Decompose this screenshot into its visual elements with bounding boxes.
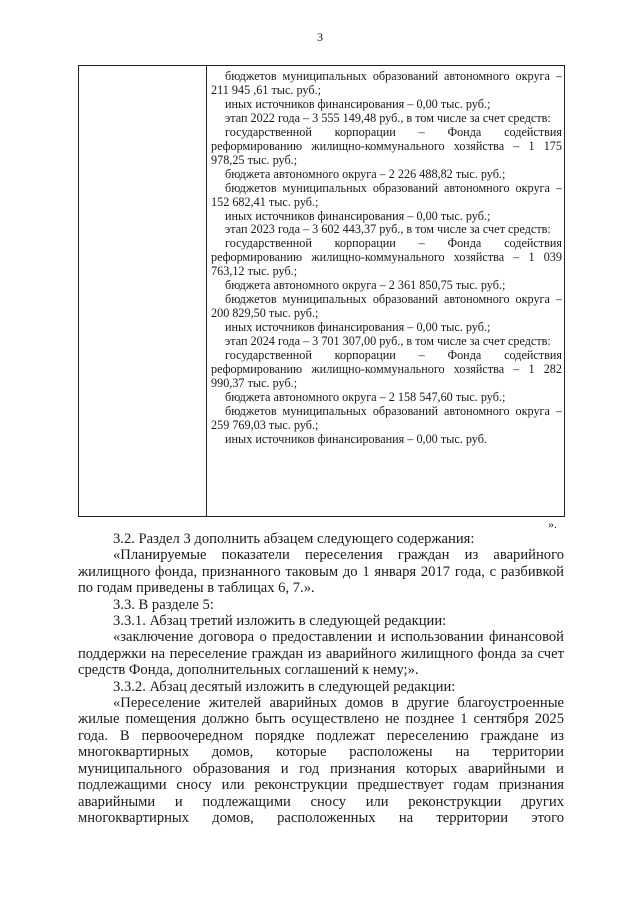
body-paragraph: 3.3.1. Абзац третий изложить в следующей редакции: xyxy=(113,613,447,630)
table-cell-paragraph: иных источников финансирования – 0,00 тыс. руб.; xyxy=(225,208,491,223)
table-cell-paragraph: бюджета автономного округа – 2 158 547,60 тыс. руб.; xyxy=(225,389,506,404)
table-cell-paragraph: этап 2024 года – 3 701 307,00 руб., в том числе за счет средств: xyxy=(225,334,551,349)
table-cell-paragraph: бюджетов муниципальных образований автономного округа – 259 769,03 тыс. руб.; xyxy=(211,403,562,432)
table-cell-paragraph: этап 2023 года – 3 602 443,37 руб., в том числе за счет средств: xyxy=(225,222,551,237)
table-cell-paragraph: бюджетов муниципальных образований автономного округа – 200 829,50 тыс. руб.; xyxy=(211,292,562,321)
table-cell-paragraph: иных источников финансирования – 0,00 тыс. руб. xyxy=(225,431,487,446)
body-paragraph: «Переселение жителей аварийных домов в другие благоустроенные жилые помещения должно быть осуществлено не позднее 1 сентября 2025 года. В первоочередном порядке подлежат переселению граждане из многоквартирных домов, которые расположены на территории муниципального образования и год признания которых аварийными и подлежащими сносу или реконструкции предшествует годам признания аварийными и подлежащими сносу или реконструкции других многоквартирных домов, расположенных на территории этого xyxy=(78,695,564,826)
table-financing-cell xyxy=(211,70,562,447)
page-number: 3 xyxy=(317,30,323,44)
table-cell-paragraph: бюджетов муниципальных образований автономного округа – 152 682,41 тыс. руб.; xyxy=(211,180,562,209)
body-paragraph: «заключение договора о предоставлении и использовании финансовой поддержки на переселение граждан из аварийного жилищного фонда за счет средств Фонда, дополнительных соглашений к нему;». xyxy=(78,629,564,679)
program-table xyxy=(78,65,565,517)
table-cell-paragraph: иных источников финансирования – 0,00 тыс. руб.; xyxy=(225,320,491,335)
table-cell-paragraph: государственной корпорации – Фонда содействия реформированию жилищно-коммунального хозяйства – 1 282 990,37 тыс. руб.; xyxy=(211,348,562,390)
body-paragraph: 3.3.2. Абзац десятый изложить в следующей редакции: xyxy=(113,678,456,695)
table-cell-paragraph: бюджета автономного округа – 2 361 850,75 тыс. руб.; xyxy=(225,278,506,293)
body-paragraph: «Планируемые показатели переселения граждан из аварийного жилищного фонда, признанного таковым до 1 января 2017 года, с разбивкой по годам приведены в таблицах 6, 7.». xyxy=(78,547,564,597)
table-cell-paragraph: государственной корпорации – Фонда содействия реформированию жилищно-коммунального хозяйства – 1 039 763,12 тыс. руб.; xyxy=(211,236,562,279)
table-cell-paragraph: бюджета автономного округа – 2 226 488,82 тыс. руб.; xyxy=(225,166,506,181)
table-cell-paragraph: государственной корпорации – Фонда содействия реформированию жилищно-коммунального хозяйства – 1 175 978,25 тыс. руб.; xyxy=(211,124,562,167)
table-column-divider xyxy=(206,66,207,516)
body-text xyxy=(78,531,564,826)
table-cell-paragraph: бюджетов муниципальных образований автономного округа – 211 945 ,61 тыс. руб.; xyxy=(211,69,562,97)
table-cell-paragraph: иных источников финансирования – 0,00 тыс. руб.; xyxy=(225,96,491,111)
body-paragraph: 3.3. В разделе 5: xyxy=(113,596,214,613)
table-cell-paragraph: этап 2022 года – 3 555 149,48 руб., в том числе за счет средств: xyxy=(225,110,551,125)
body-paragraph: 3.2. Раздел 3 дополнить абзацем следующего содержания: xyxy=(113,531,475,547)
table-closing-quote: ». xyxy=(548,517,557,531)
